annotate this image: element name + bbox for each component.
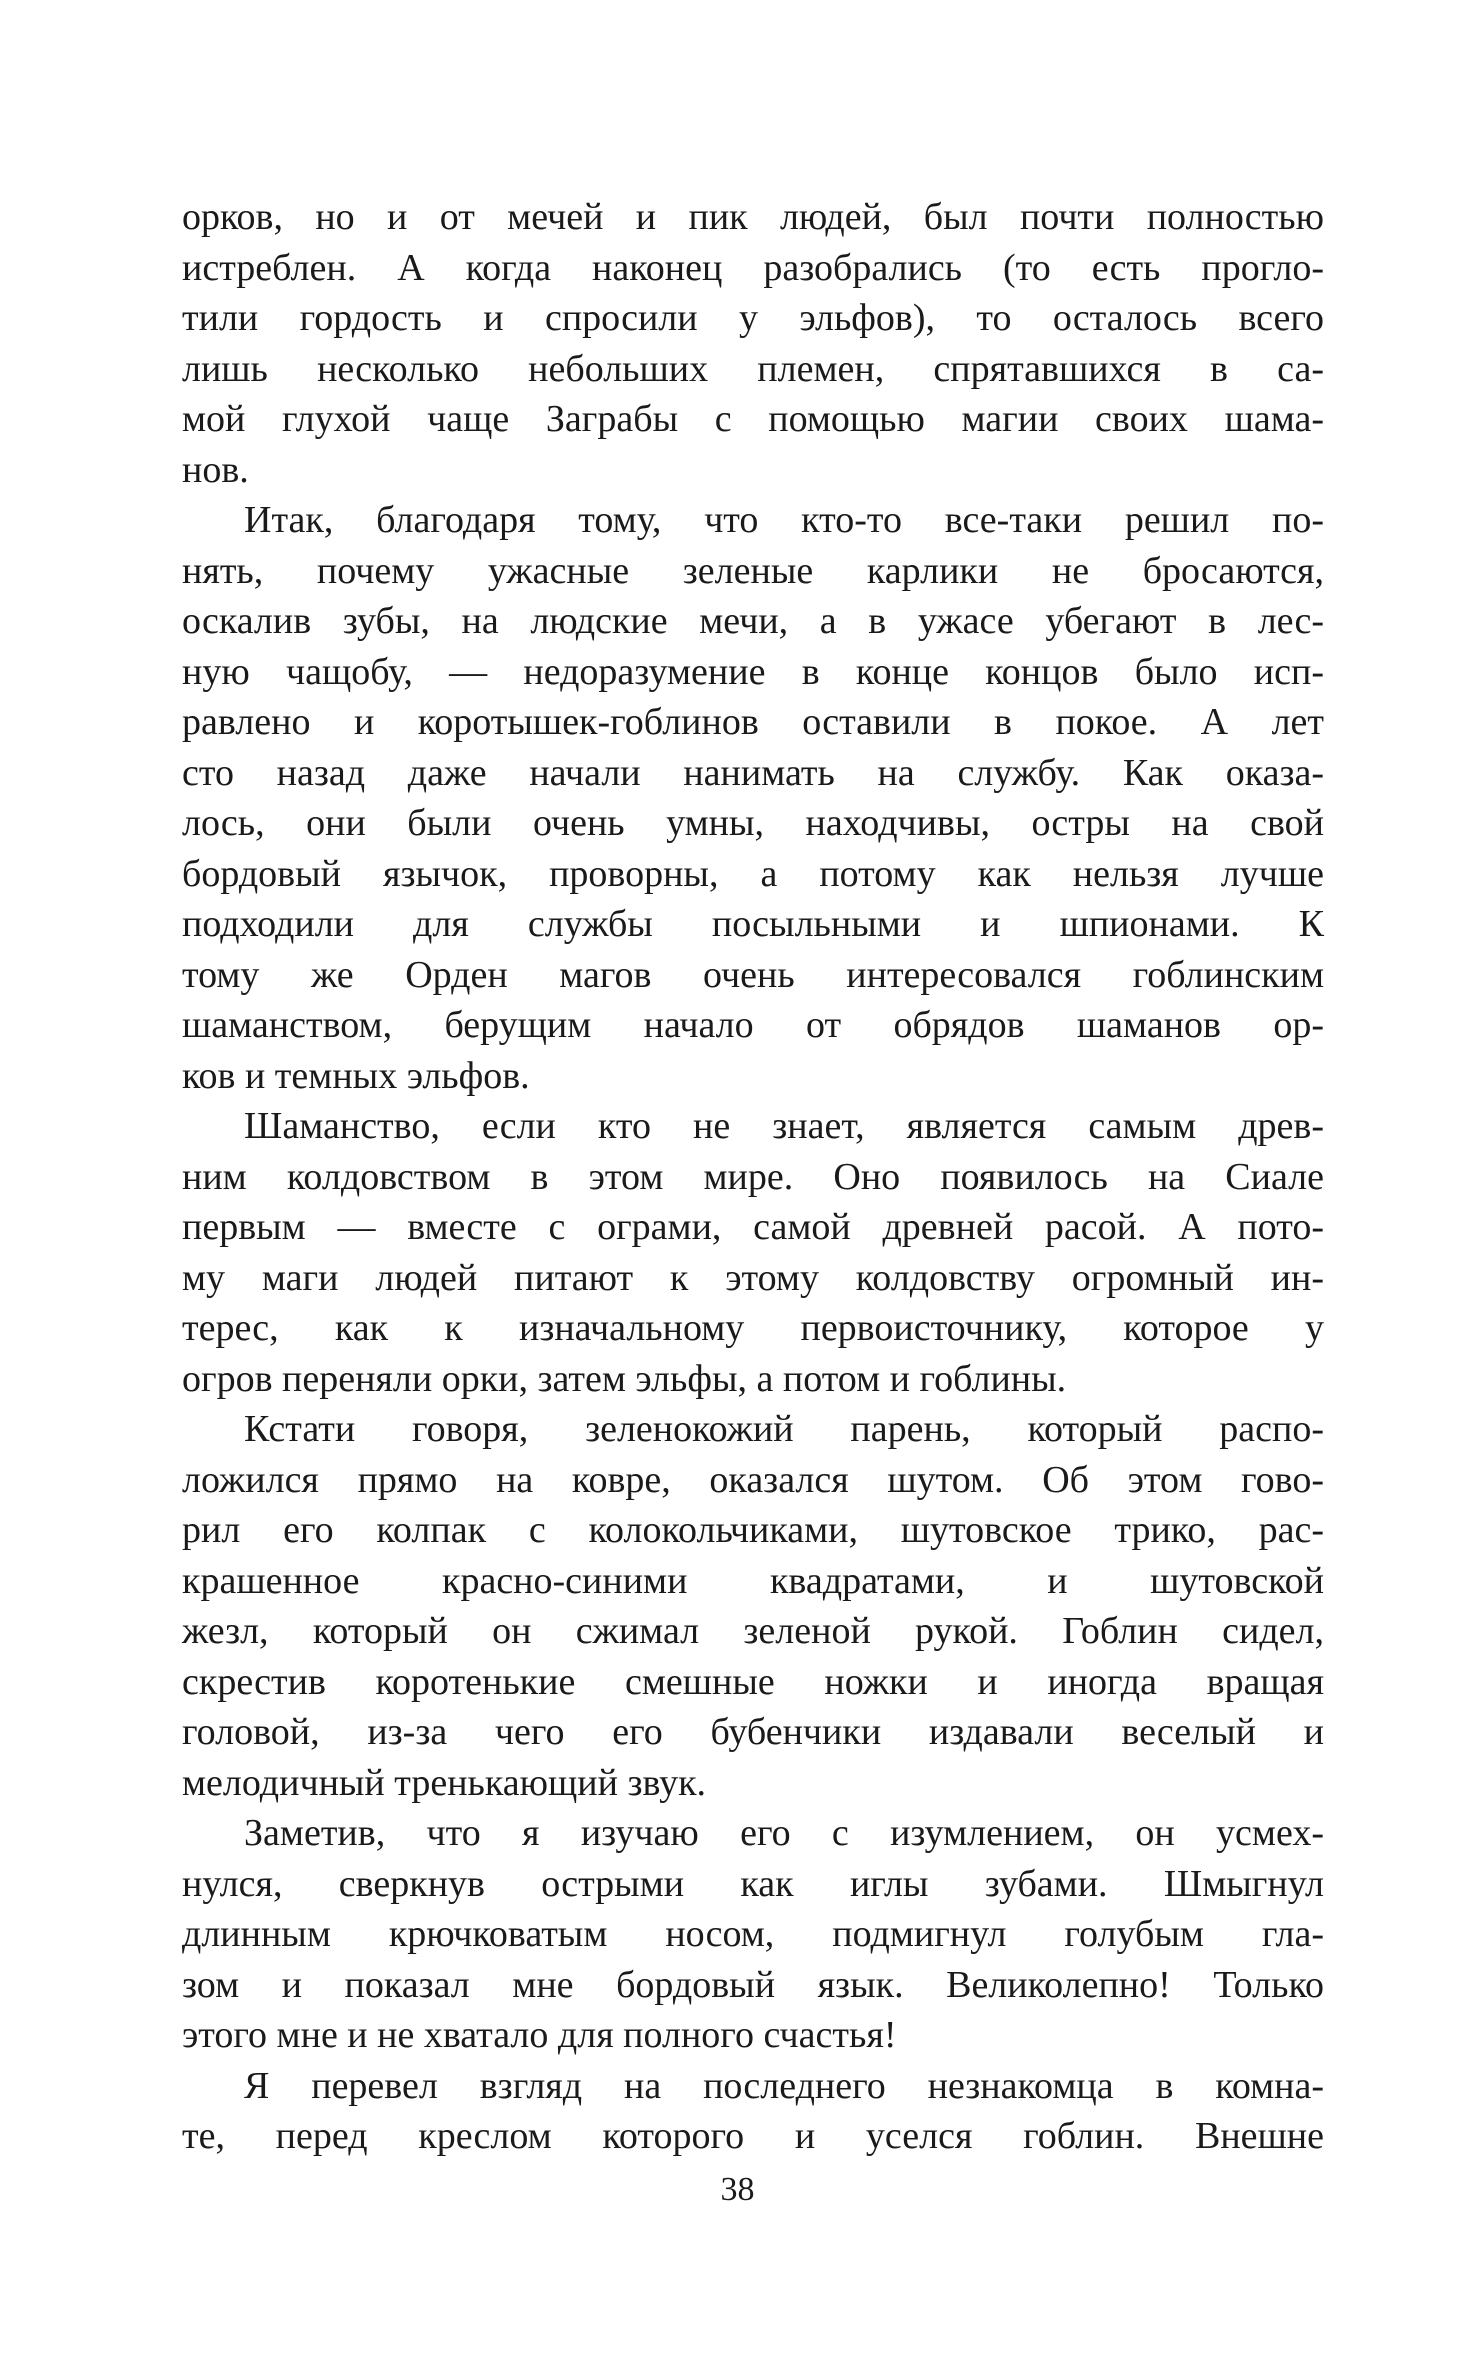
- text-line: Итак, благодаря тому, что кто-то все-таки решил по-: [244, 499, 1324, 541]
- body-text: [182, 192, 1324, 2162]
- text-line: орков, но и от мечей и пик людей, был почти полностью: [182, 196, 1324, 238]
- text-line: нулся, сверкнув острыми как иглы зубами. Шмыгнул: [182, 1862, 1324, 1905]
- page-number: 38: [720, 2171, 755, 2208]
- text-line: ков и темных эльфов.: [182, 1054, 530, 1097]
- text-line: сто назад даже начали нанимать на службу. Как оказа-: [182, 751, 1324, 794]
- text-line: истреблен. А когда наконец разобрались (то есть прогло-: [182, 246, 1324, 289]
- text-line: бордовый язычок, проворны, а потому как нельзя лучше: [182, 852, 1324, 895]
- text-line: нять, почему ужасные зеленые карлики не бросаются,: [182, 549, 1324, 592]
- text-line: ную чащобу, — недоразумение в конце концов было исп-: [182, 650, 1324, 693]
- text-line: му маги людей питают к этому колдовству огромный ин-: [182, 1256, 1324, 1299]
- text-line: зом и показал мне бордовый язык. Великолепно! Только: [182, 1963, 1324, 2006]
- text-line: тили гордость и спросили у эльфов), то осталось всего: [182, 297, 1324, 339]
- text-line: нов.: [182, 448, 249, 491]
- text-line: жезл, который он сжимал зеленой рукой. Гоблин сидел,: [182, 1610, 1324, 1652]
- text-line: Кстати говоря, зеленокожий парень, который распо-: [244, 1408, 1324, 1450]
- text-line: лишь несколько небольших племен, спрятавшихся в са-: [182, 347, 1324, 390]
- text-line: мой глухой чаще Заграбы с помощью магии своих шама-: [182, 398, 1324, 440]
- text-line: первым — вместе с ограми, самой древней расой. А пото-: [182, 1206, 1324, 1248]
- text-line: рил его колпак с колокольчиками, шутовское трико, рас-: [182, 1509, 1324, 1551]
- text-line: крашенное красно-синими квадратами, и шутовской: [182, 1559, 1324, 1602]
- text-line: те, перед креслом которого и уселся гоблин. Внешне: [182, 2115, 1324, 2157]
- text-line: этого мне и не хватало для полного счастья!: [182, 2014, 897, 2056]
- text-line: мелодичный тренькающий звук.: [182, 1761, 707, 1804]
- text-line: терес, как к изначальному первоисточнику, которое у: [182, 1307, 1324, 1349]
- text-line: длинным крючковатым носом, подмигнул голубым гла-: [182, 1913, 1324, 1955]
- text-line: огров переняли орки, затем эльфы, а потом и гоблины.: [182, 1357, 1067, 1400]
- text-line: головой, из-за чего его бубенчики издавали веселый и: [182, 1711, 1324, 1753]
- text-line: подходили для службы посыльными и шпионами. К: [182, 903, 1324, 945]
- text-line: Заметив, что я изучаю его с изумлением, он усмех-: [244, 1812, 1324, 1854]
- text-line: Я перевел взгляд на последнего незнакомца в комна-: [244, 2064, 1324, 2107]
- text-line: тому же Орден магов очень интересовался гоблинским: [182, 953, 1324, 996]
- text-line: шаманством, берущим начало от обрядов шаманов ор-: [182, 1004, 1324, 1046]
- text-line: лось, они были очень умны, находчивы, остры на свой: [182, 802, 1324, 844]
- text-line: равлено и коротышек-гоблинов оставили в покое. А лет: [182, 701, 1324, 743]
- text-line: скрестив коротенькие смешные ножки и иногда вращая: [182, 1660, 1324, 1703]
- text-line: ложился прямо на ковре, оказался шутом. Об этом гово-: [182, 1458, 1324, 1501]
- text-line: ним колдовством в этом мире. Оно появилось на Сиале: [182, 1155, 1324, 1198]
- text-line: оскалив зубы, на людские мечи, а в ужасе убегают в лес-: [182, 600, 1324, 642]
- text-line: Шаманство, если кто не знает, является самым древ-: [244, 1105, 1324, 1147]
